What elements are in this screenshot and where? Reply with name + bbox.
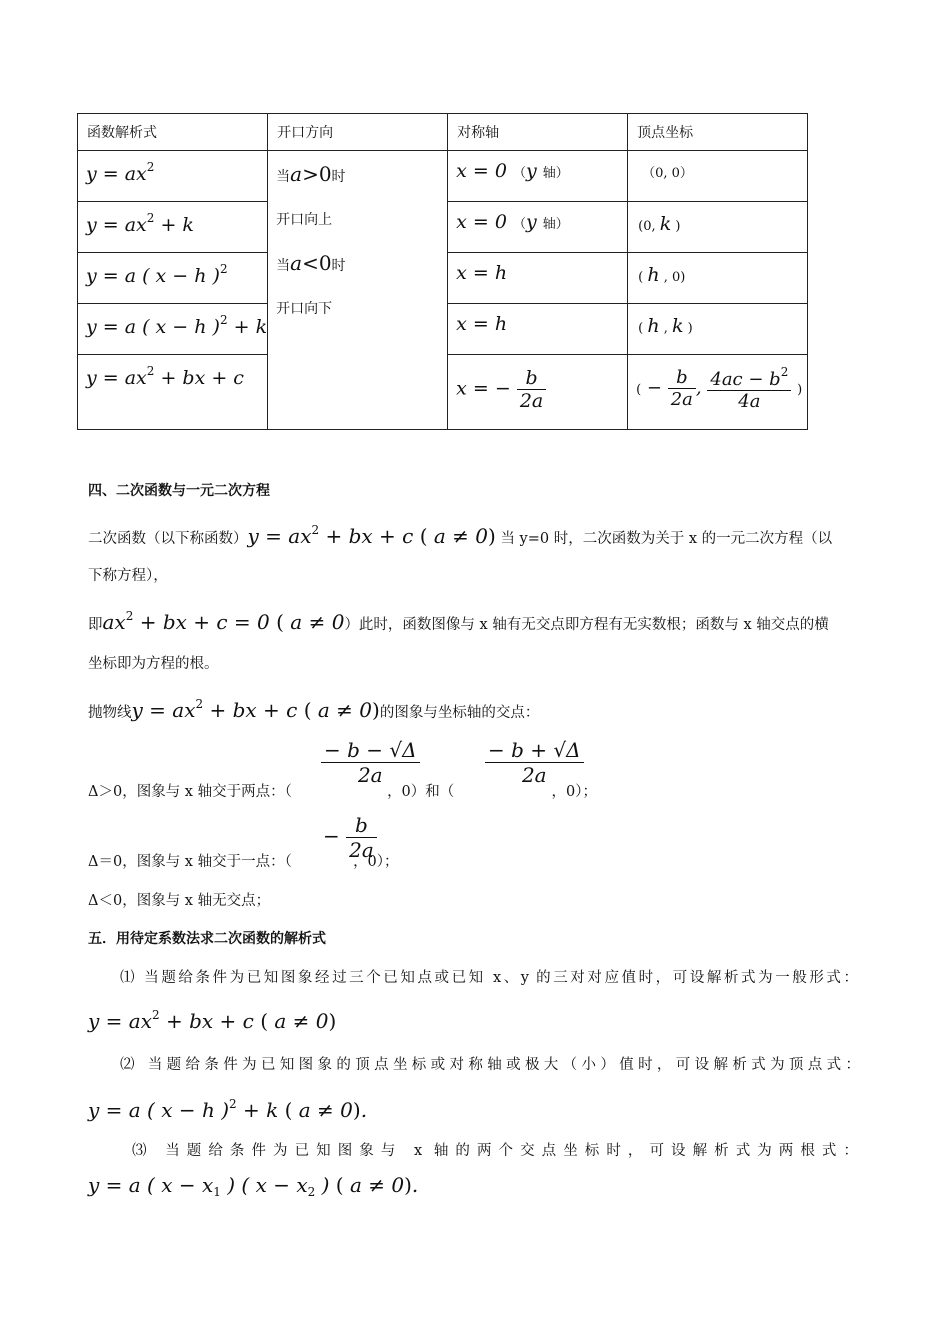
delta-positive-line xyxy=(88,781,597,803)
text-dang: 当 xyxy=(276,169,291,185)
text-span: Δ＝0，图象与 x 轴交于一点：（ xyxy=(88,854,292,870)
section-4-paragraph-3: 抛物线$y = ax^2$ + bx + c ( a ≠ 0)的图象与坐标轴的交点： xyxy=(88,697,540,722)
text-shi: 时 xyxy=(331,258,346,274)
section-4-paragraph-1: 二次函数（以下称函数）$y = ax^2$ + bx + c ( a ≠ 0) 当 y=0 时，二次函数为关于 x 的一元二次方程（以 xyxy=(88,523,833,548)
text-span: 二次函数（以下称函数） xyxy=(88,531,248,547)
method-1-text: ⑴ 当题给条件为已知图象经过三个已知点或已知 x、y 的三对对应值时，可设解析式为一般形式： xyxy=(120,970,858,986)
text-span: 当 y=0 时，二次函数为关于 x 的一元二次方程（以 xyxy=(500,531,833,547)
section-4-paragraph-2-cont: 坐标即为方程的根。 xyxy=(88,656,219,672)
text-shi: 时 xyxy=(331,169,346,185)
vertex-cell: ( h , k ) xyxy=(628,304,808,355)
vertex-cell: ( h , 0) xyxy=(628,253,808,304)
vertex-cell: ( − $\frac{b}{2a}$ , $\frac{4ac - b^2}{4a}$ ) xyxy=(628,355,808,430)
text-span: 抛物线 xyxy=(88,705,132,721)
expression-cell: y = a ( x − h )$^2$ xyxy=(78,253,268,304)
opening-up-text: 开口向上 xyxy=(276,212,333,228)
method-2-text: ⑵ 当题给条件为已知图象的顶点坐标或对称轴或极大（小）值时，可设解析式为顶点式： xyxy=(120,1057,860,1073)
vertex-cell: (0, k ) xyxy=(628,202,808,253)
vertex-cell xyxy=(628,151,808,202)
section-4-title: 四、二次函数与一元二次方程 xyxy=(88,483,270,499)
axis-cell: x = h xyxy=(448,304,628,355)
expression-cell: y = a ( x − h )$^2$ + k xyxy=(78,304,268,355)
header-opening: 开口方向 xyxy=(268,114,448,151)
method-3-text: ⑶ 当题给条件为已知图象与 x 轴的两个交点坐标时，可设解析式为两根式： xyxy=(132,1143,858,1159)
expression-cell: $y = ax^2 + k$ xyxy=(78,202,268,253)
axis-cell: x = − $\frac{b}{2a}$ xyxy=(448,355,628,430)
root-formula-2: $\frac{- b + √\Delta}{2a}$ xyxy=(485,738,584,787)
text-span: ，0）； xyxy=(353,854,399,870)
expression-cell: $y = ax^2$ xyxy=(78,151,268,202)
header-expression: 函数解析式 xyxy=(78,114,268,151)
text-span: Δ＞0，图象与 x 轴交于两点：（ xyxy=(88,784,292,800)
section-5-title: 五．用待定系数法求二次函数的解析式 xyxy=(88,931,326,947)
expression-cell: $y = ax^2$ + bx + c xyxy=(78,355,268,430)
text-span: ，0）和（ xyxy=(387,784,455,800)
axis-cell: x = 0 （y 轴） xyxy=(448,151,628,202)
text-span: 即 xyxy=(88,617,103,633)
root-formula-1: $\frac{- b - √\Delta}{2a}$ xyxy=(321,738,420,787)
section-4-paragraph-2: 即$ax^2$ + bx + c = 0 ( a ≠ 0）此时，函数图像与 x 轴有无交点即方程有无实数根；函数与 x 轴交点的横 xyxy=(88,609,829,634)
vertex-x-formula: − $\frac{b}{2a}$ xyxy=(323,813,377,862)
table-header-row xyxy=(78,114,808,151)
opening-cell: 当a>0时 开口向上 当a<0时 开口向下 xyxy=(268,151,448,430)
vertex-form-formula: y = a ( x − h )$^2$ + k ( a ≠ 0). xyxy=(88,1097,368,1122)
section-4-paragraph-1-cont: 下称方程）， xyxy=(88,568,168,584)
axis-note: 轴） xyxy=(542,166,569,181)
axis-cell: x = h xyxy=(448,253,628,304)
header-axis: 对称轴 xyxy=(448,114,628,151)
text-span: ）此时，函数图像与 x 轴有无交点即方程有无实数根；函数与 x 轴交点的横 xyxy=(344,617,829,633)
header-vertex: 顶点坐标 xyxy=(628,114,808,151)
delta-negative-line: Δ＜0，图象与 x 轴无交点； xyxy=(88,893,271,909)
quadratic-properties-table xyxy=(77,113,808,430)
text-span: 的图象与坐标轴的交点： xyxy=(379,705,540,721)
text-dang: 当 xyxy=(276,258,291,274)
table-row xyxy=(78,151,808,202)
opening-down-text: 开口向下 xyxy=(276,301,333,317)
general-form-formula: $y = ax^2$ + bx + c ( a ≠ 0) xyxy=(88,1008,337,1033)
text-span: ，0）； xyxy=(551,784,597,800)
intercept-form-formula: y = a ( $x - x_1$ ) ( $x - x_2$ ) ( a ≠ 0). xyxy=(88,1173,419,1199)
delta-zero-line xyxy=(88,851,399,873)
axis-cell: x = 0 （y 轴） xyxy=(448,202,628,253)
axis-note: 轴） xyxy=(542,217,569,232)
vertex-value: （0, 0） xyxy=(642,166,693,181)
